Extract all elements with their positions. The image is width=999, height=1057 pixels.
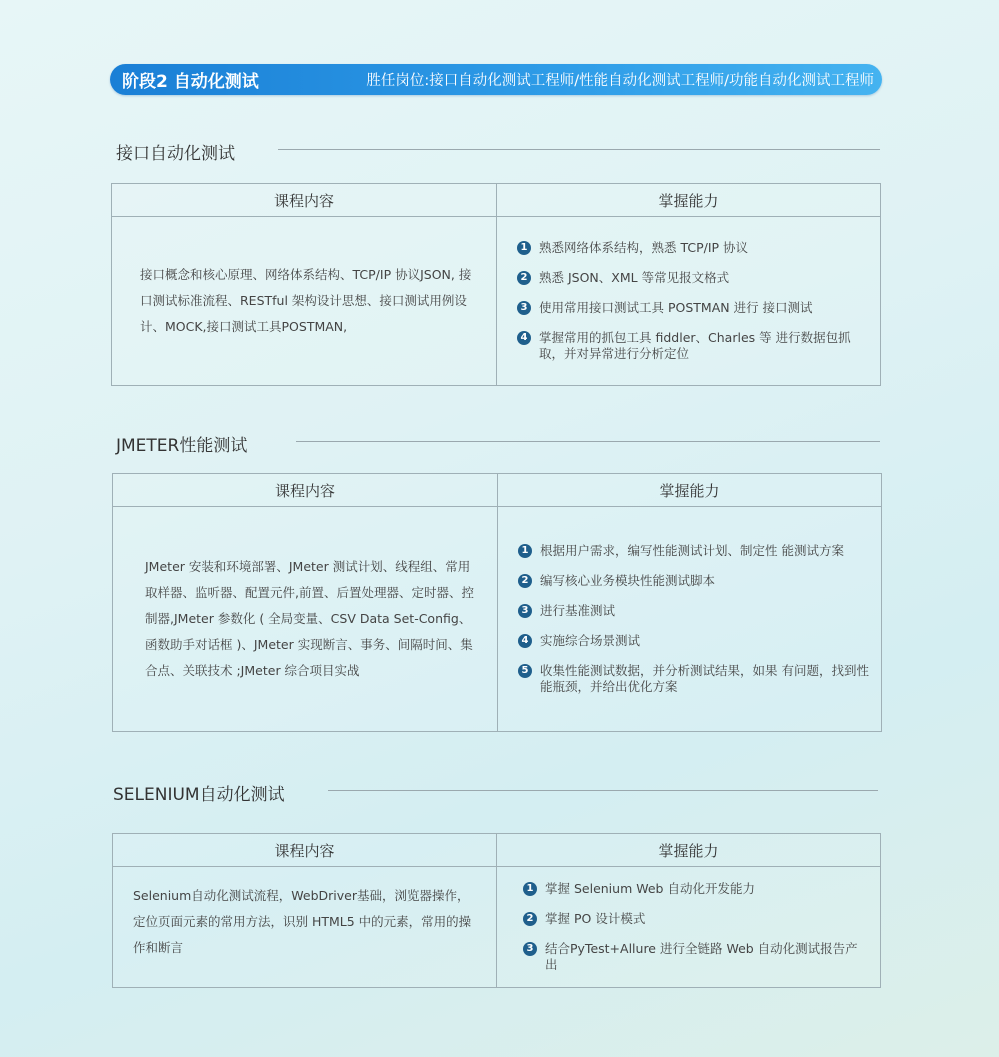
- stage-title: 阶段2 自动化测试: [122, 72, 259, 92]
- section-divider: [296, 441, 880, 442]
- course-content-cell: [112, 217, 497, 386]
- stage-banner: [110, 64, 882, 95]
- skill-item: [517, 240, 870, 256]
- section-title-api: 接口自动化测试: [116, 144, 235, 164]
- skill-text: 使用常用接口测试工具 POSTMAN 进行 接口测试: [539, 300, 813, 315]
- course-content-text: JMeter 安装和环境部署、JMeter 测试计划、线程组、常用取样器、监听器、配置元件,前置、后置处理器、定时器、控制器,JMeter 参数化 ( 全局变量、CSV Data Set-Config、函数助手对话框 )、JMeter 实现断言、事务、间隔时间、集合点、关联技术 ;JMeter 综合项目实战: [145, 559, 474, 678]
- course-content-text: 接口概念和核心原理、网络体系结构、TCP/IP 协议JSON, 接口测试标准流程、RESTful 架构设计思想、接口测试用例设计、MOCK,接口测试工具POSTMAN,: [140, 267, 472, 334]
- col-header-skills: 掌握能力: [497, 834, 881, 867]
- col-header-content: 课程内容: [113, 474, 498, 507]
- number-badge-icon: 2: [523, 912, 537, 926]
- col-header-skills: 掌握能力: [497, 184, 881, 217]
- course-content-cell: [113, 867, 497, 988]
- skill-item: [517, 330, 870, 362]
- skill-text: 结合PyTest+Allure 进行全链路 Web 自动化测试报告产出: [545, 941, 858, 972]
- skill-item: [523, 941, 870, 973]
- skill-text: 进行基准测试: [540, 603, 616, 618]
- section-divider: [278, 149, 880, 150]
- number-badge-icon: 1: [523, 882, 537, 896]
- skill-item: [518, 573, 871, 589]
- skill-item: [518, 633, 871, 649]
- section-divider: [328, 790, 878, 791]
- skills-cell: [497, 867, 881, 988]
- number-badge-icon: 4: [518, 634, 532, 648]
- course-table-selenium: [112, 833, 881, 988]
- number-badge-icon: 3: [517, 301, 531, 315]
- skill-text: 编写核心业务模块性能测试脚本: [540, 573, 716, 588]
- skill-text: 掌握 PO 设计模式: [545, 911, 646, 926]
- skills-list: [498, 543, 881, 695]
- number-badge-icon: 5: [518, 664, 532, 678]
- section-title-selenium: SELENIUM自动化测试: [113, 785, 285, 805]
- skill-text: 根据用户需求，编写性能测试计划、制定性 能测试方案: [540, 543, 844, 558]
- skills-list: [497, 240, 880, 362]
- col-header-content: 课程内容: [112, 184, 497, 217]
- number-badge-icon: 2: [518, 574, 532, 588]
- section-title-jmeter: JMETER性能测试: [116, 436, 248, 456]
- skill-item: [518, 603, 871, 619]
- skill-item: [523, 881, 870, 897]
- skill-text: 收集性能测试数据，并分析测试结果，如果 有问题，找到性能瓶颈，并给出优化方案: [540, 663, 869, 694]
- target-jobs: 胜任岗位:接口自动化测试工程师/性能自动化测试工程师/功能自动化测试工程师: [366, 73, 874, 89]
- skill-item: [518, 663, 871, 695]
- number-badge-icon: 2: [517, 271, 531, 285]
- course-content-text: Selenium自动化测试流程，WebDriver基础，浏览器操作，定位页面元素的常用方法，识别 HTML5 中的元素，常用的操作和断言: [133, 888, 472, 955]
- skill-text: 熟悉 JSON、XML 等常见报文格式: [539, 270, 730, 285]
- skill-text: 掌握常用的抓包工具 fiddler、Charles 等 进行数据包抓取，并对异常进行分析定位: [539, 330, 851, 361]
- number-badge-icon: 1: [517, 241, 531, 255]
- skill-item: [523, 911, 870, 927]
- number-badge-icon: 1: [518, 544, 532, 558]
- col-header-content: 课程内容: [113, 834, 497, 867]
- skill-text: 熟悉网络体系结构，熟悉 TCP/IP 协议: [539, 240, 749, 255]
- col-header-skills: 掌握能力: [498, 474, 882, 507]
- skill-item: [517, 270, 870, 286]
- skill-item: [517, 300, 870, 316]
- skill-item: [518, 543, 871, 559]
- skills-list: [497, 881, 880, 973]
- number-badge-icon: 3: [518, 604, 532, 618]
- skills-cell: [497, 217, 881, 386]
- number-badge-icon: 4: [517, 331, 531, 345]
- skills-cell: [498, 507, 882, 732]
- course-table-api: [111, 183, 881, 386]
- skill-text: 实施综合场景测试: [540, 633, 641, 648]
- skill-text: 掌握 Selenium Web 自动化开发能力: [545, 881, 755, 896]
- course-content-cell: [113, 507, 498, 732]
- number-badge-icon: 3: [523, 942, 537, 956]
- course-table-jmeter: [112, 473, 882, 732]
